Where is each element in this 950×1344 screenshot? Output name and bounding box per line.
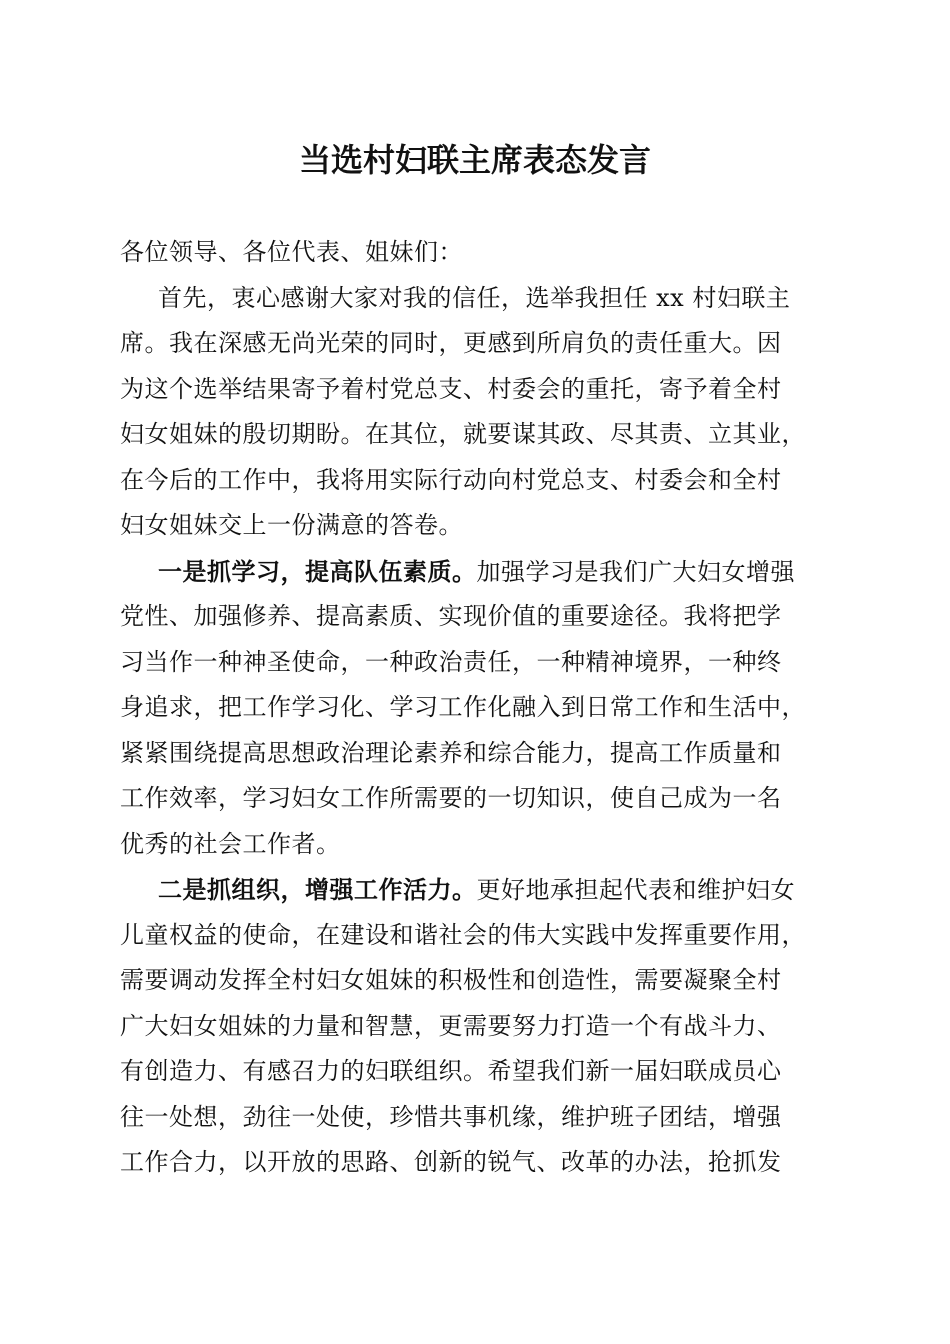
paragraph-2-line: 党性、加强修养、提高素质、实现价值的重要途径。我将把学 (120, 602, 782, 630)
paragraph-2-line: 身追求，把工作学习化、学习工作化融入到日常工作和生活中， (120, 693, 806, 721)
paragraph-2-line: 工作效率，学习妇女工作所需要的一切知识，使自己成为一名 (120, 784, 782, 812)
salutation: 各位领导、各位代表、姐妹们： (120, 238, 463, 266)
paragraph-3-lead: 二是抓组织，增强工作活力。 (158, 875, 477, 904)
paragraph-3-line: 需要调动发挥全村妇女姐妹的积极性和创造性，需要凝聚全村 (120, 966, 782, 994)
paragraph-3-line: 有创造力、有感召力的妇联组织。希望我们新一届妇联成员心 (120, 1057, 782, 1085)
paragraph-2-lead: 一是抓学习，提高队伍素质。 (158, 556, 477, 586)
paragraph-2-first-rest: 加强学习是我们广大妇女增强 (476, 557, 795, 586)
paragraph-1-line: 妇女姐妹交上一份满意的答卷。 (120, 511, 463, 539)
paragraph-1-line: 为这个选举结果寄予着村党总支、村委会的重托，寄予着全村 (120, 374, 782, 403)
paragraph-3-first-line (120, 867, 840, 913)
paragraph-1-line: 首先，衷心感谢大家对我的信任，选举我担任 xx 村妇联主 (158, 283, 791, 312)
paragraph-2-line: 优秀的社会工作者。 (120, 829, 341, 858)
document-body (120, 230, 840, 1186)
paragraph-1-line: 妇女姐妹的殷切期盼。在其位，就要谋其政、尽其责、立其业， (120, 420, 806, 448)
paragraph-1-line: 在今后的工作中，我将用实际行动向村党总支、村委会和全村 (120, 465, 782, 494)
document-title: 当选村妇联主席表态发言 (298, 141, 651, 179)
paragraph-2-line: 紧紧围绕提高思想政治理论素养和综合能力，提高工作质量和 (120, 738, 782, 767)
paragraph-3-first-rest: 更好地承担起代表和维护妇女 (476, 876, 795, 904)
paragraph-3-line: 儿童权益的使命，在建设和谐社会的伟大实践中发挥重要作用， (120, 920, 806, 949)
paragraph-1-line: 席。我在深感无尚光荣的同时，更感到所肩负的责任重大。因 (120, 329, 782, 357)
paragraph-3-line: 工作合力，以开放的思路、创新的锐气、改革的办法，抢抓发 (120, 1148, 782, 1176)
paragraph-3-line: 广大妇女姐妹的力量和智慧，更需要努力打造一个有战斗力、 (120, 1011, 782, 1040)
paragraph-2-line: 习当作一种神圣使命，一种政治责任，一种精神境界，一种终 (120, 647, 782, 676)
paragraph-3-line: 往一处想，劲往一处使，珍惜共事机缘，维护班子团结，增强 (120, 1102, 782, 1131)
paragraph-2-first-line (120, 549, 840, 595)
